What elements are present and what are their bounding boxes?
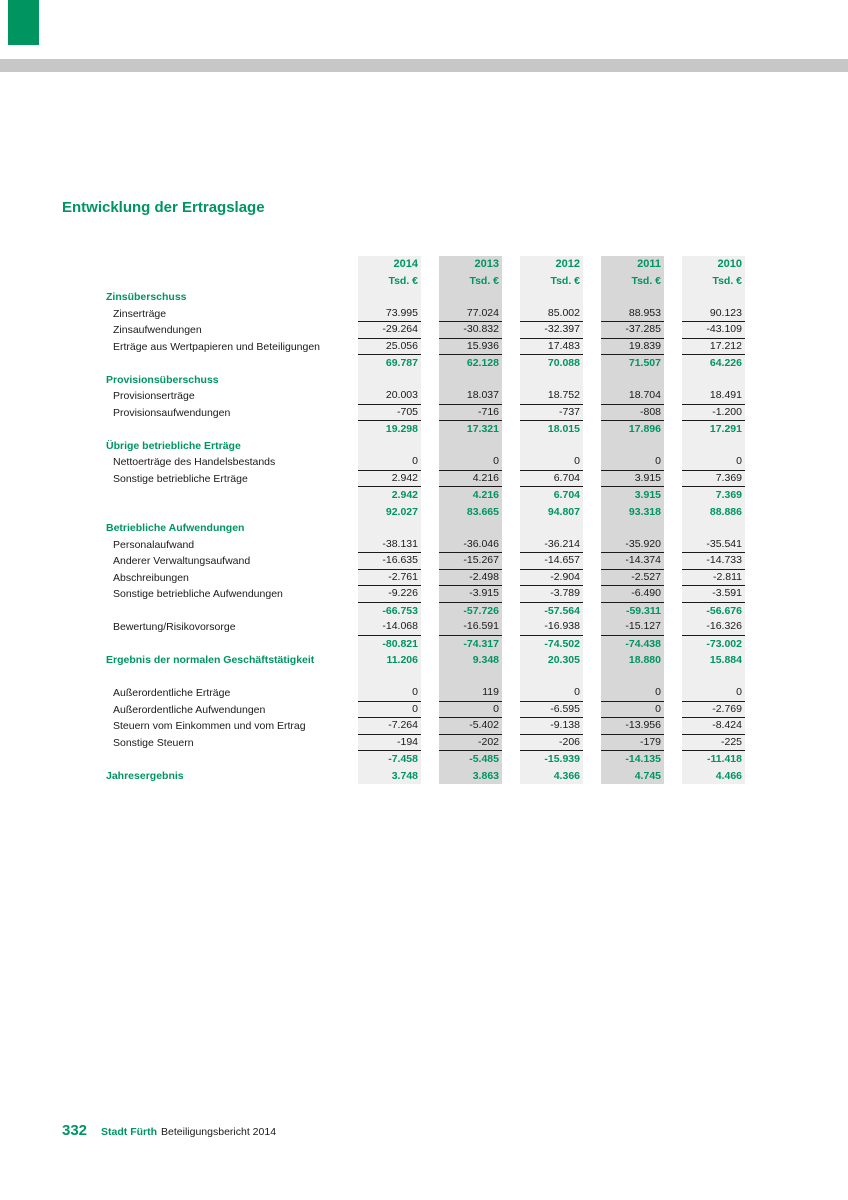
row-value: 0 (601, 454, 664, 471)
row-value: -6.490 (601, 586, 664, 603)
row-value: 18.752 (520, 388, 583, 405)
row-value: -9.226 (358, 586, 421, 603)
unit-column-header: Tsd. € (439, 273, 502, 290)
row-value (520, 520, 583, 537)
footer-brand: Stadt Fürth (101, 1126, 158, 1138)
row-value: -36.046 (439, 537, 502, 554)
row-value (682, 372, 745, 389)
row-label (106, 504, 340, 521)
row-value: -14.135 (601, 751, 664, 768)
row-value: 0 (439, 454, 502, 471)
row-value (682, 438, 745, 455)
item-row (106, 454, 745, 471)
row-value: -15.939 (520, 751, 583, 768)
row-value: -2.527 (601, 570, 664, 587)
row-value: 20.003 (358, 388, 421, 405)
year-column-header: 2011 (601, 256, 664, 273)
row-value: 2.942 (358, 487, 421, 504)
row-value: -80.821 (358, 636, 421, 653)
row-value: -5.402 (439, 718, 502, 735)
row-value: -74.502 (520, 636, 583, 653)
row-value: -7.264 (358, 718, 421, 735)
table-header-units (106, 273, 745, 290)
row-value: 0 (358, 685, 421, 702)
page-footer (62, 1122, 276, 1139)
year-column-header: 2014 (358, 256, 421, 273)
row-value: 20.305 (520, 652, 583, 669)
row-value: -38.131 (358, 537, 421, 554)
row-label: Nettoerträge des Handelsbestands (113, 456, 276, 468)
row-value: 0 (520, 685, 583, 702)
row-value: 4.216 (439, 471, 502, 488)
row-value: 90.123 (682, 306, 745, 323)
row-value: -202 (439, 735, 502, 752)
row-value: -32.397 (520, 322, 583, 339)
row-label (106, 487, 340, 504)
row-value: 85.002 (520, 306, 583, 323)
row-value: -2.811 (682, 570, 745, 587)
item-row (106, 322, 745, 339)
row-value: 0 (682, 454, 745, 471)
row-value: -35.541 (682, 537, 745, 554)
row-label (106, 421, 340, 438)
row-value: -36.214 (520, 537, 583, 554)
row-value: -14.068 (358, 619, 421, 636)
row-value (601, 669, 664, 686)
row-value: -7.458 (358, 751, 421, 768)
unit-column-header: Tsd. € (601, 273, 664, 290)
row-value: -8.424 (682, 718, 745, 735)
row-value: 15.884 (682, 652, 745, 669)
subtotal-row (106, 487, 745, 504)
row-value (601, 289, 664, 306)
subtotal-row (106, 603, 745, 620)
row-label: Sonstige betriebliche Erträge (113, 472, 248, 485)
row-value: 17.896 (601, 421, 664, 438)
row-value: -14.733 (682, 553, 745, 570)
row-value (601, 372, 664, 389)
row-value: 18.037 (439, 388, 502, 405)
row-value: -16.635 (358, 553, 421, 570)
row-value: -16.938 (520, 619, 583, 636)
row-value: 70.088 (520, 355, 583, 372)
row-value (682, 669, 745, 686)
row-value: 4.745 (601, 768, 664, 785)
row-value: 17.291 (682, 421, 745, 438)
earnings-table (106, 256, 745, 784)
row-value: 4.216 (439, 487, 502, 504)
row-value (520, 289, 583, 306)
row-value (682, 520, 745, 537)
row-value: 4.466 (682, 768, 745, 785)
row-value: -66.753 (358, 603, 421, 620)
row-label (106, 636, 340, 653)
row-value: -15.267 (439, 553, 502, 570)
subtotal-row (106, 355, 745, 372)
row-label (106, 355, 340, 372)
row-value: -59.311 (601, 603, 664, 620)
year-column-header: 2012 (520, 256, 583, 273)
row-value: -2.498 (439, 570, 502, 587)
row-value (358, 372, 421, 389)
item-row (106, 718, 745, 735)
row-value: 6.704 (520, 487, 583, 504)
item-row (106, 471, 745, 488)
row-value: 3.863 (439, 768, 502, 785)
row-value: -73.002 (682, 636, 745, 653)
item-row (106, 586, 745, 603)
row-value: -716 (439, 405, 502, 422)
unit-column-header: Tsd. € (682, 273, 745, 290)
page-number: 332 (62, 1122, 88, 1139)
year-column-header: 2013 (439, 256, 502, 273)
row-value: 7.369 (682, 471, 745, 488)
row-label: Zinsüberschuss (106, 291, 187, 303)
subtotal-row (106, 421, 745, 438)
row-value: -3.591 (682, 586, 745, 603)
spacer-row (106, 669, 745, 686)
row-value: 93.318 (601, 504, 664, 521)
row-value: -225 (682, 735, 745, 752)
row-value: -74.317 (439, 636, 502, 653)
row-label: Abschreibungen (113, 571, 189, 584)
item-row (106, 339, 745, 356)
row-value: 9.348 (439, 652, 502, 669)
row-value: 69.787 (358, 355, 421, 372)
row-value: 0 (358, 702, 421, 719)
result-row (106, 652, 745, 669)
subtotal-row (106, 636, 745, 653)
row-value: -57.564 (520, 603, 583, 620)
row-value: -14.657 (520, 553, 583, 570)
earnings-table-body (106, 289, 745, 784)
row-value: 0 (439, 702, 502, 719)
row-value: -15.127 (601, 619, 664, 636)
row-value: 0 (520, 454, 583, 471)
row-value: 83.665 (439, 504, 502, 521)
row-value: 77.024 (439, 306, 502, 323)
row-value: -11.418 (682, 751, 745, 768)
row-value: -74.438 (601, 636, 664, 653)
row-label: Steuern vom Einkommen und vom Ertrag (113, 720, 306, 732)
row-value: 119 (439, 685, 502, 702)
row-value (439, 438, 502, 455)
row-label: Ergebnis der normalen Geschäftstätigkeit (106, 654, 315, 666)
year-column-header: 2010 (682, 256, 745, 273)
row-value: 88.886 (682, 504, 745, 521)
row-label: Provisionserträge (113, 390, 195, 402)
row-value: 17.483 (520, 339, 583, 356)
row-value: 2.942 (358, 471, 421, 488)
row-value: 94.807 (520, 504, 583, 521)
top-divider-bar (0, 59, 848, 72)
row-value (682, 289, 745, 306)
row-value: 17.212 (682, 339, 745, 356)
row-value (520, 372, 583, 389)
section-row (106, 520, 745, 537)
row-value: -14.374 (601, 553, 664, 570)
item-row (106, 735, 745, 752)
row-label: Erträge aus Wertpapieren und Beteiligungen (113, 340, 321, 353)
row-value: 19.298 (358, 421, 421, 438)
item-row (106, 306, 745, 323)
row-value: 62.128 (439, 355, 502, 372)
row-value: -37.285 (601, 322, 664, 339)
row-value: -6.595 (520, 702, 583, 719)
item-row (106, 702, 745, 719)
row-value: 7.369 (682, 487, 745, 504)
row-value: -2.904 (520, 570, 583, 587)
item-row (106, 553, 745, 570)
item-row (106, 570, 745, 587)
row-value: 0 (601, 702, 664, 719)
row-label (106, 751, 340, 768)
row-value: -16.326 (682, 619, 745, 636)
row-label: Zinserträge (113, 307, 167, 320)
row-label: Außerordentliche Erträge (113, 687, 231, 699)
row-value: -2.769 (682, 702, 745, 719)
row-value: 92.027 (358, 504, 421, 521)
row-value: -3.789 (520, 586, 583, 603)
table-header-years (106, 256, 745, 273)
row-value: 64.226 (682, 355, 745, 372)
row-value: -57.726 (439, 603, 502, 620)
row-value: 18.704 (601, 388, 664, 405)
row-value: 15.936 (439, 339, 502, 356)
section-row (106, 438, 745, 455)
row-value: -16.591 (439, 619, 502, 636)
row-value: -2.761 (358, 570, 421, 587)
item-row (106, 405, 745, 422)
unit-column-header: Tsd. € (520, 273, 583, 290)
row-value (439, 372, 502, 389)
row-value (358, 669, 421, 686)
row-label: Provisionsüberschuss (106, 373, 219, 386)
row-label: Betriebliche Aufwendungen (106, 522, 245, 534)
row-value: -3.915 (439, 586, 502, 603)
row-value: 4.366 (520, 768, 583, 785)
row-value: 18.491 (682, 388, 745, 405)
row-value: 71.507 (601, 355, 664, 372)
row-label: Übrige betriebliche Erträge (106, 439, 241, 452)
row-value: -35.920 (601, 537, 664, 554)
row-value: 88.953 (601, 306, 664, 323)
row-value (439, 520, 502, 537)
row-value (358, 520, 421, 537)
row-value: -1.200 (682, 405, 745, 422)
row-value: 3.915 (601, 471, 664, 488)
row-value: -179 (601, 735, 664, 752)
page-title: Entwicklung der Ertragslage (62, 199, 265, 216)
row-value: -5.485 (439, 751, 502, 768)
item-row (106, 388, 745, 405)
row-value (358, 438, 421, 455)
row-value: -30.832 (439, 322, 502, 339)
row-label: Sonstige Steuern (113, 736, 194, 749)
row-label (106, 669, 340, 686)
row-value: 3.915 (601, 487, 664, 504)
row-value: -13.956 (601, 718, 664, 735)
row-value (601, 520, 664, 537)
row-value: -29.264 (358, 322, 421, 339)
row-value: -737 (520, 405, 583, 422)
row-label: Jahresergebnis (106, 769, 184, 782)
header-label-spacer (106, 273, 340, 290)
result-row (106, 768, 745, 785)
row-value: 25.056 (358, 339, 421, 356)
subtotal-row (106, 751, 745, 768)
row-value: -808 (601, 405, 664, 422)
row-value: -194 (358, 735, 421, 752)
row-value: 17.321 (439, 421, 502, 438)
row-value: 0 (358, 454, 421, 471)
row-label: Außerordentliche Aufwendungen (113, 703, 266, 716)
row-value: 19.839 (601, 339, 664, 356)
unit-column-header: Tsd. € (358, 273, 421, 290)
row-value: -43.109 (682, 322, 745, 339)
row-value: -9.138 (520, 718, 583, 735)
row-value: 6.704 (520, 471, 583, 488)
row-value (601, 438, 664, 455)
row-value: 18.015 (520, 421, 583, 438)
header-label-spacer (106, 256, 340, 273)
footer-text: Beteiligungsbericht 2014 (161, 1126, 277, 1138)
row-value: 0 (601, 685, 664, 702)
row-label: Bewertung/Risikovorsorge (113, 621, 236, 633)
row-label: Zinsaufwendungen (113, 324, 202, 336)
row-label: Anderer Verwaltungsaufwand (113, 555, 251, 567)
row-value (520, 669, 583, 686)
row-label (106, 603, 340, 620)
section-row (106, 372, 745, 389)
item-row (106, 537, 745, 554)
row-value: -705 (358, 405, 421, 422)
row-value: 0 (682, 685, 745, 702)
row-label: Sonstige betriebliche Aufwendungen (113, 588, 283, 600)
item-row (106, 619, 745, 636)
row-value: -206 (520, 735, 583, 752)
item-row (106, 685, 745, 702)
section-row (106, 289, 745, 306)
row-label: Personalaufwand (113, 538, 195, 551)
row-value (439, 289, 502, 306)
subtotal-row (106, 504, 745, 521)
row-value: 3.748 (358, 768, 421, 785)
row-label: Provisionsaufwendungen (113, 406, 231, 419)
row-value (439, 669, 502, 686)
row-value (358, 289, 421, 306)
row-value: 73.995 (358, 306, 421, 323)
row-value: 18.880 (601, 652, 664, 669)
row-value: 11.206 (358, 652, 421, 669)
corner-mark (8, 0, 39, 45)
row-value (520, 438, 583, 455)
row-value: -56.676 (682, 603, 745, 620)
